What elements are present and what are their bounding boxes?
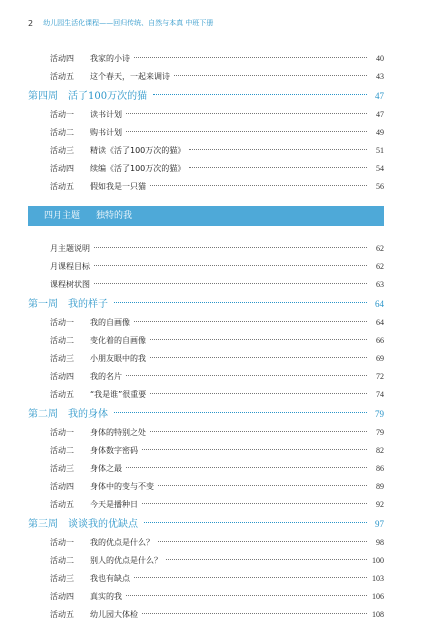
page-ref: 43 bbox=[376, 72, 384, 81]
activity-label: 活动三 bbox=[50, 574, 74, 583]
entry-title: 今天是播种日 bbox=[90, 500, 138, 509]
page-ref: 98 bbox=[376, 538, 384, 547]
toc-entry[interactable] bbox=[28, 276, 384, 294]
dot-leader bbox=[94, 265, 367, 266]
toc-entry[interactable] bbox=[28, 478, 384, 496]
entry-title: 月课程目标 bbox=[50, 262, 90, 271]
dot-leader bbox=[150, 431, 367, 432]
entry-title: 幼儿园大体检 bbox=[90, 610, 138, 619]
activity-label: 活动四 bbox=[50, 372, 74, 381]
activity-label: 活动五 bbox=[50, 610, 74, 619]
week-heading[interactable] bbox=[28, 86, 384, 106]
toc-entry[interactable] bbox=[28, 350, 384, 368]
dot-leader bbox=[189, 149, 367, 150]
entry-title: 身体数字密码 bbox=[90, 446, 138, 455]
entry-title: “我是谁”很重要 bbox=[90, 390, 147, 399]
dot-leader bbox=[189, 167, 367, 168]
entry-title: 身体中的变与不变 bbox=[90, 482, 154, 491]
activity-label: 活动五 bbox=[50, 390, 74, 399]
toc-entry[interactable] bbox=[28, 314, 384, 332]
page-ref: 47 bbox=[375, 91, 384, 101]
page-ref: 49 bbox=[376, 128, 384, 137]
toc-entry[interactable] bbox=[28, 442, 384, 460]
page-ref: 63 bbox=[376, 280, 384, 289]
dot-leader bbox=[150, 357, 367, 358]
entry-title: 变化着的自画像 bbox=[90, 336, 146, 345]
page-ref: 79 bbox=[375, 409, 384, 419]
toc-entry[interactable] bbox=[28, 570, 384, 588]
entry-title: 读书计划 bbox=[90, 110, 122, 119]
page-ref: 66 bbox=[376, 336, 384, 345]
activity-label: 活动二 bbox=[50, 446, 74, 455]
activity-label: 活动二 bbox=[50, 128, 74, 137]
toc-entry[interactable] bbox=[28, 332, 384, 350]
page-ref: 64 bbox=[375, 299, 384, 309]
dot-leader bbox=[142, 613, 367, 614]
entry-title: 我也有缺点 bbox=[90, 574, 130, 583]
entry-title: 课程树状图 bbox=[50, 280, 90, 289]
activity-label: 活动二 bbox=[50, 556, 74, 565]
week-heading[interactable] bbox=[28, 404, 384, 424]
page-ref: 74 bbox=[376, 390, 384, 399]
activity-label: 活动五 bbox=[50, 500, 74, 509]
dot-leader bbox=[114, 302, 367, 303]
page-ref: 100 bbox=[372, 556, 384, 565]
activity-label: 活动一 bbox=[50, 538, 74, 547]
week-title: 第三周 谈谈我的优缺点 bbox=[28, 519, 138, 530]
entry-title: 购书计划 bbox=[90, 128, 122, 137]
page-ref: 54 bbox=[376, 164, 384, 173]
theme-label: 四月主题 bbox=[44, 211, 81, 221]
book-title: 幼儿园生活化课程——回归传统、自然与本真 中班下册 bbox=[43, 19, 214, 27]
entry-title: 精读《活了100万次的猫》 bbox=[90, 146, 186, 155]
entry-title: 我家的小诗 bbox=[90, 54, 130, 63]
page-ref: 79 bbox=[376, 428, 384, 437]
dot-leader bbox=[153, 94, 367, 95]
toc-entry[interactable] bbox=[28, 240, 384, 258]
entry-title: 这个春天，一起来调诗 bbox=[90, 72, 170, 81]
page-ref: 82 bbox=[376, 446, 384, 455]
entry-title: 小朋友眼中的我 bbox=[90, 354, 146, 363]
page-ref: 72 bbox=[376, 372, 384, 381]
toc-entry[interactable] bbox=[28, 178, 384, 196]
activity-label: 活动四 bbox=[50, 164, 74, 173]
activity-label: 活动五 bbox=[50, 72, 74, 81]
activity-label: 活动四 bbox=[50, 54, 74, 63]
page-ref: 103 bbox=[372, 574, 384, 583]
page-number: 2 bbox=[28, 18, 34, 28]
dot-leader bbox=[126, 113, 367, 114]
toc-entry[interactable] bbox=[28, 124, 384, 142]
entry-title: 我的自画像 bbox=[90, 318, 130, 327]
activity-label: 活动五 bbox=[50, 182, 74, 191]
activity-label: 活动三 bbox=[50, 146, 74, 155]
running-header bbox=[28, 16, 408, 30]
page-ref: 97 bbox=[375, 519, 384, 529]
dot-leader bbox=[158, 541, 367, 542]
dot-leader bbox=[134, 321, 367, 322]
entry-title: 我的优点是什么？ bbox=[90, 538, 154, 547]
dot-leader bbox=[114, 412, 367, 413]
page-ref: 62 bbox=[376, 262, 384, 271]
activity-label: 活动一 bbox=[50, 318, 74, 327]
page-ref: 86 bbox=[376, 464, 384, 473]
activity-label: 活动三 bbox=[50, 464, 74, 473]
entry-title: 假如我是一只猫 bbox=[90, 182, 146, 191]
toc-entry[interactable] bbox=[28, 606, 384, 624]
activity-label: 活动一 bbox=[50, 428, 74, 437]
toc-entry[interactable] bbox=[28, 460, 384, 478]
page-ref: 108 bbox=[372, 610, 384, 619]
dot-leader bbox=[150, 185, 367, 186]
dot-leader bbox=[126, 467, 367, 468]
dot-leader bbox=[158, 485, 367, 486]
page-ref: 92 bbox=[376, 500, 384, 509]
dot-leader bbox=[134, 57, 367, 58]
toc-entry[interactable] bbox=[28, 50, 384, 68]
activity-label: 活动三 bbox=[50, 354, 74, 363]
dot-leader bbox=[174, 75, 367, 76]
page-ref: 56 bbox=[376, 182, 384, 191]
toc-entry[interactable] bbox=[28, 106, 384, 124]
page-ref: 89 bbox=[376, 482, 384, 491]
dot-leader bbox=[142, 449, 367, 450]
dot-leader bbox=[150, 339, 367, 340]
dot-leader bbox=[134, 577, 367, 578]
dot-leader bbox=[142, 503, 367, 504]
page-ref: 51 bbox=[376, 146, 384, 155]
week-title: 第一周 我的样子 bbox=[28, 299, 108, 310]
toc-entry[interactable] bbox=[28, 368, 384, 386]
toc-entry[interactable] bbox=[28, 142, 384, 160]
entry-title: 续编《活了100万次的猫》 bbox=[90, 164, 186, 173]
entry-title: 别人的优点是什么？ bbox=[90, 556, 162, 565]
dot-leader bbox=[94, 247, 367, 248]
theme-title: 独特的我 bbox=[96, 211, 133, 221]
toc-entry[interactable] bbox=[28, 68, 384, 86]
entry-title: 身体之最 bbox=[90, 464, 122, 473]
page-ref: 106 bbox=[372, 592, 384, 601]
toc-entry[interactable] bbox=[28, 424, 384, 442]
entry-title: 身体的特别之处 bbox=[90, 428, 146, 437]
page-ref: 40 bbox=[376, 54, 384, 63]
dot-leader bbox=[150, 393, 367, 394]
entry-title: 月主题说明 bbox=[50, 244, 90, 253]
week-title: 第二周 我的身体 bbox=[28, 409, 108, 420]
page-ref: 64 bbox=[376, 318, 384, 327]
toc-entry[interactable] bbox=[28, 386, 384, 404]
page-ref: 69 bbox=[376, 354, 384, 363]
dot-leader bbox=[126, 595, 367, 596]
activity-label: 活动一 bbox=[50, 110, 74, 119]
page-ref: 62 bbox=[376, 244, 384, 253]
dot-leader bbox=[144, 522, 367, 523]
dot-leader bbox=[166, 559, 367, 560]
week-heading[interactable] bbox=[28, 294, 384, 314]
page-ref: 47 bbox=[376, 110, 384, 119]
activity-label: 活动四 bbox=[50, 592, 74, 601]
entry-title: 真实的我 bbox=[90, 592, 122, 601]
dot-leader bbox=[126, 131, 367, 132]
toc-entry[interactable] bbox=[28, 160, 384, 178]
activity-label: 活动二 bbox=[50, 336, 74, 345]
activity-label: 活动四 bbox=[50, 482, 74, 491]
toc-entry[interactable] bbox=[28, 588, 384, 606]
entry-title: 我的名片 bbox=[90, 372, 122, 381]
dot-leader bbox=[94, 283, 367, 284]
toc-entry[interactable] bbox=[28, 552, 384, 570]
month-theme-banner bbox=[28, 206, 384, 226]
week-heading[interactable] bbox=[28, 514, 384, 534]
week-title: 第四周 活了100万次的猫 bbox=[28, 91, 148, 102]
dot-leader bbox=[126, 375, 367, 376]
toc-entry[interactable] bbox=[28, 534, 384, 552]
toc-entry[interactable] bbox=[28, 258, 384, 276]
toc-entry[interactable] bbox=[28, 496, 384, 514]
table-of-contents bbox=[28, 50, 384, 624]
